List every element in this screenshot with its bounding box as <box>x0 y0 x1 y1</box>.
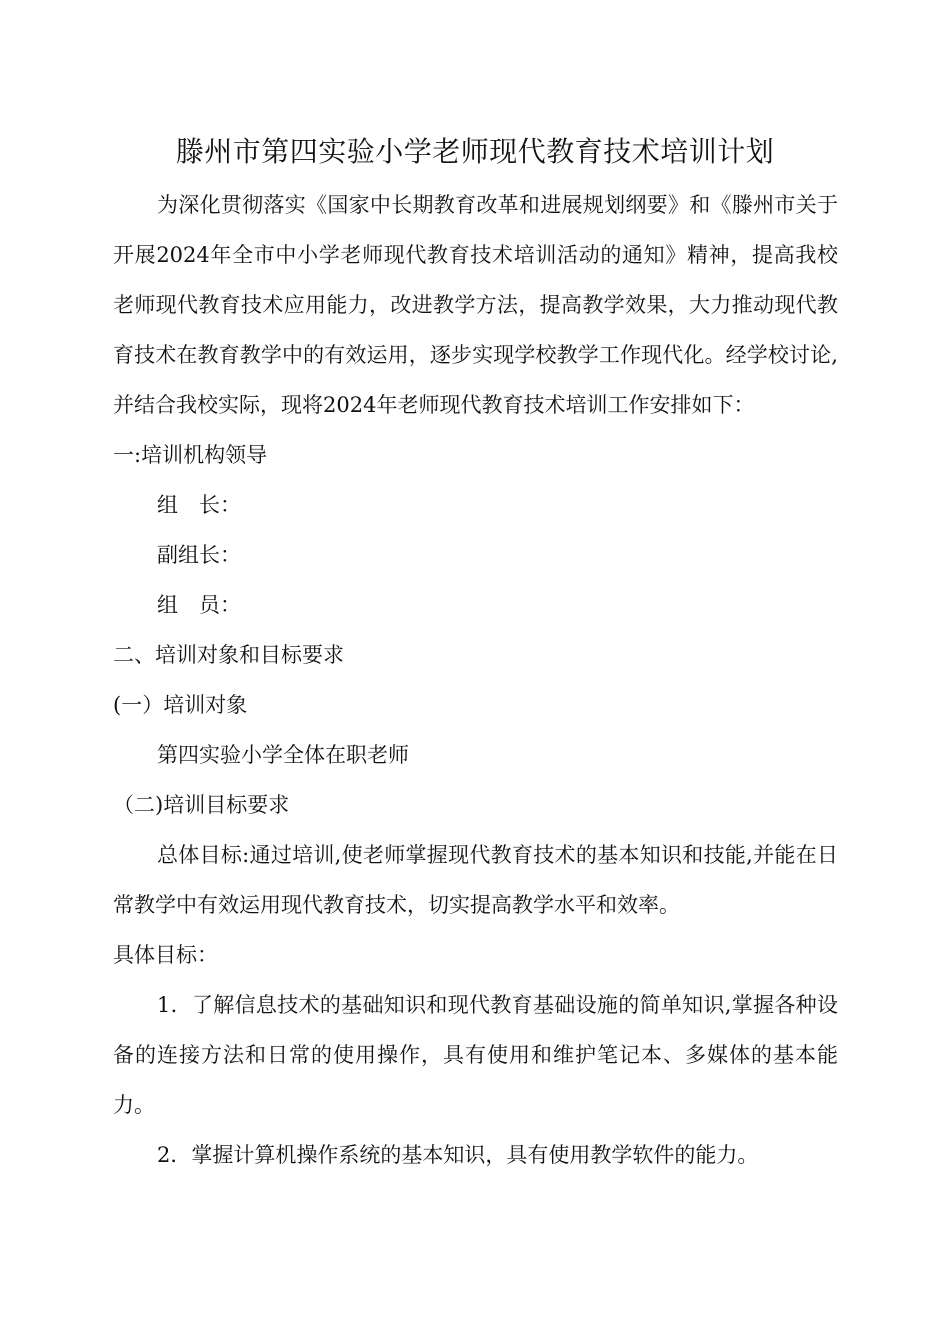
subsection-heading-goals: （二)培训目标要求 <box>113 793 290 817</box>
specific-goals-heading: 具体目标： <box>113 943 218 967</box>
intro-paragraph: 为深化贯彻落实《国家中长期教育改革和进展规划纲要》和《滕州市关于开展2024年全市中小学老师现代教育技术培训活动的通知》精神，提高我校老师现代教育技术应用能力，改进教学方法，提高教学效果，大力推动现代教育技术在教育教学中的有效运用，逐步实现学校教学工作现代化。经学校讨论,并结合我校实际，现将2024年老师现代教育技术培训工作安排如下： <box>113 193 838 417</box>
section-heading-targets: 二、培训对象和目标要求 <box>113 643 344 667</box>
section-heading-leadership: 一:培训机构领导 <box>113 443 268 467</box>
members-line: 组 员： <box>157 593 241 617</box>
leader-line: 组 长： <box>157 493 241 517</box>
document-title: 滕州市第四实验小学老师现代教育技术培训计划 <box>175 135 775 168</box>
deputy-leader-line: 副组长： <box>157 543 241 567</box>
goal-item-2: 2．掌握计算机操作系统的基本知识，具有使用教学软件的能力。 <box>157 1143 759 1167</box>
document-body <box>113 180 838 1180</box>
subsection-heading-trainees: (一）培训对象 <box>113 693 248 717</box>
trainees-paragraph: 第四实验小学全体在职老师 <box>157 743 409 767</box>
goal-item-1: 1．了解信息技术的基础知识和现代教育基础设施的简单知识,掌握各种设备的连接方法和日常的使用操作，具有使用和维护笔记本、多媒体的基本能力。 <box>113 993 838 1117</box>
overall-goal-paragraph: 总体目标:通过培训,使老师掌握现代教育技术的基本知识和技能,并能在日常教学中有效运用现代教育技术，切实提高教学水平和效率。 <box>113 843 838 917</box>
